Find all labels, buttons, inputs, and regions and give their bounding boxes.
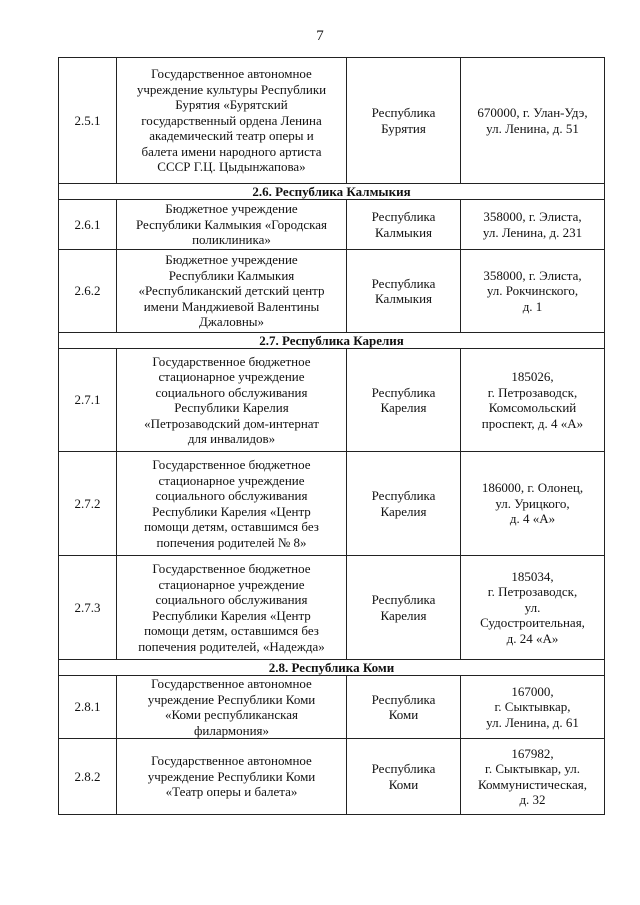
region-name-cell xyxy=(347,676,461,739)
address-cell xyxy=(461,676,605,739)
address-line: ул. Ленина, д. 61 xyxy=(486,714,579,730)
organization-name-line: для инвалидов» xyxy=(187,431,276,446)
address-line: 185034, xyxy=(511,568,554,584)
organization-name-line: стационарное учреждение xyxy=(158,472,305,488)
organization-name-line: социального обслуживания xyxy=(155,384,308,400)
organization-name-line: социального обслуживания xyxy=(155,592,308,607)
address-cell xyxy=(461,452,605,556)
row-number: 2.8.2 xyxy=(59,739,117,815)
address-line: 186000, г. Олонец, xyxy=(481,480,584,496)
table-row xyxy=(59,250,605,333)
organization-name-line: СССР Г.Ц. Цыдынжапова» xyxy=(157,159,306,175)
address-line: ул. Ленина, д. 231 xyxy=(482,224,583,240)
address-cell xyxy=(461,200,605,250)
table-row xyxy=(59,349,605,452)
region-name-line: Республика xyxy=(371,761,436,776)
address-line: ул. xyxy=(524,599,541,615)
organization-name-line: «Коми республиканская xyxy=(164,707,299,722)
region-name-cell xyxy=(347,349,461,452)
organization-name-line: филармония» xyxy=(193,722,270,738)
organization-name-cell xyxy=(117,452,347,556)
organization-name-line: Государственное автономное xyxy=(151,753,312,769)
region-name-line: Калмыкия xyxy=(374,224,433,240)
address-line: д. 1 xyxy=(522,298,543,314)
organization-name-line: Республики Карелия xyxy=(174,400,289,415)
address-line: ул. Рокчинского, xyxy=(486,283,579,299)
address-line: г. Сыктывкар, ул. xyxy=(484,761,581,776)
organization-name-line: «Театр оперы и балета» xyxy=(165,784,298,800)
table-row xyxy=(59,556,605,660)
organizations-table xyxy=(58,57,605,815)
organization-name-line: помощи детям, оставшимся без xyxy=(144,623,319,638)
region-name-cell xyxy=(347,452,461,556)
address-line: 358000, г. Элиста, xyxy=(483,209,582,224)
region-name-line: Республика xyxy=(371,209,436,224)
organization-name-cell xyxy=(117,200,347,250)
row-number: 2.7.3 xyxy=(59,556,117,660)
row-number: 2.7.2 xyxy=(59,452,117,556)
address-line: 358000, г. Элиста, xyxy=(483,267,582,283)
row-number: 2.6.1 xyxy=(59,200,117,250)
organization-name-cell xyxy=(117,349,347,452)
organization-name-line: «Республиканский детский центр xyxy=(138,283,325,299)
address-line: 167000, xyxy=(511,683,554,699)
region-name-cell xyxy=(347,200,461,250)
organization-name-line: стационарное учреждение xyxy=(158,369,305,384)
region-name-line: Республика xyxy=(371,105,436,120)
organization-name-cell xyxy=(117,739,347,815)
organization-name-line: Республики Калмыкия «Городская xyxy=(135,216,328,232)
address-cell xyxy=(461,58,605,184)
organization-name-line: «Петрозаводский дом-интернат xyxy=(144,415,319,431)
organization-name-line: Государственное автономное xyxy=(151,676,312,691)
organization-name-line: Республики Калмыкия xyxy=(168,267,295,283)
region-name-cell xyxy=(347,250,461,333)
address-line: д. 24 «А» xyxy=(506,630,559,646)
address-line: г. Сыктывкар, xyxy=(494,699,571,715)
region-name-cell xyxy=(347,556,461,660)
organization-name-line: Государственное автономное xyxy=(151,66,312,82)
organization-name-line: Республики Карелия «Центр xyxy=(152,503,311,519)
region-name-line: Коми xyxy=(388,707,419,722)
address-line: д. 32 xyxy=(519,792,546,807)
section-title: 2.7. Республика Карелия xyxy=(59,333,605,349)
organization-name-line: Бюджетное учреждение xyxy=(165,252,298,268)
section-header-row xyxy=(59,333,605,349)
region-name-line: Республика xyxy=(371,691,436,707)
region-name-line: Бурятия xyxy=(381,120,426,136)
section-title: 2.8. Республика Коми xyxy=(59,660,605,676)
organization-name-line: балета имени народного артиста xyxy=(141,143,322,159)
address-line: г. Петрозаводск, xyxy=(487,584,578,600)
address-line: Коммунистическая, xyxy=(477,776,588,792)
row-number: 2.8.1 xyxy=(59,676,117,739)
region-name-line: Республика xyxy=(371,384,436,400)
region-name-line: Коми xyxy=(388,776,419,792)
organization-name-line: поликлиника» xyxy=(192,232,271,248)
address-cell xyxy=(461,739,605,815)
organization-name-cell xyxy=(117,58,347,184)
organization-name-line: Джаловны» xyxy=(198,314,265,330)
organization-name-line: Бурятия «Бурятский xyxy=(175,97,288,113)
address-line: 167982, xyxy=(511,745,554,761)
organization-name-cell xyxy=(117,250,347,333)
address-line: Судостроительная, xyxy=(480,615,585,631)
table-row xyxy=(59,452,605,556)
organization-name-line: учреждение культуры Республики xyxy=(136,81,327,97)
organization-name-line: Государственное бюджетное xyxy=(152,457,311,472)
organization-name-cell xyxy=(117,556,347,660)
table-row xyxy=(59,739,605,815)
organization-name-line: Республики Карелия «Центр xyxy=(152,607,311,623)
address-line: ул. Урицкого, xyxy=(495,495,570,511)
address-cell xyxy=(461,349,605,452)
region-name-line: Республика xyxy=(371,488,436,503)
address-line: Комсомольский xyxy=(488,400,577,415)
row-number: 2.5.1 xyxy=(59,58,117,184)
address-line: 185026, xyxy=(511,369,554,384)
region-name-line: Республика xyxy=(371,275,436,291)
address-line: проспект, д. 4 «А» xyxy=(481,415,584,431)
organization-name-line: Государственное бюджетное xyxy=(152,353,311,369)
address-line: г. Петрозаводск, xyxy=(487,384,578,400)
region-name-line: Калмыкия xyxy=(374,291,433,306)
address-cell xyxy=(461,556,605,660)
table-row xyxy=(59,676,605,739)
organization-name-line: имени Манджиевой Валентины xyxy=(143,298,320,314)
organization-name-line: академический театр оперы и xyxy=(149,128,314,144)
row-number: 2.6.2 xyxy=(59,250,117,333)
organization-name-line: государственный ордена Ленина xyxy=(141,112,322,128)
organization-name-line: попечения родителей № 8» xyxy=(156,534,307,550)
region-name-line: Карелия xyxy=(380,607,427,623)
organization-name-line: Бюджетное учреждение xyxy=(165,201,298,217)
address-line: ул. Ленина, д. 51 xyxy=(486,120,579,136)
region-name-line: Республика xyxy=(371,592,436,607)
region-name-cell xyxy=(347,739,461,815)
table-row xyxy=(59,200,605,250)
table-body xyxy=(59,58,605,815)
organization-name-cell xyxy=(117,676,347,739)
section-header-row xyxy=(59,660,605,676)
address-line: д. 4 «А» xyxy=(509,511,556,527)
page-number: 7 xyxy=(316,28,324,44)
organization-name-line: попечения родителей, «Надежда» xyxy=(138,638,325,654)
row-number: 2.7.1 xyxy=(59,349,117,452)
organization-name-line: учреждение Республики Коми xyxy=(147,768,316,784)
organization-name-line: социального обслуживания xyxy=(155,488,308,503)
section-header-row xyxy=(59,184,605,200)
organization-name-line: стационарное учреждение xyxy=(158,576,305,592)
organization-name-line: учреждение Республики Коми xyxy=(147,691,316,707)
address-line: 670000, г. Улан-Удэ, xyxy=(477,105,588,120)
address-cell xyxy=(461,250,605,333)
section-title: 2.6. Республика Калмыкия xyxy=(59,184,605,200)
region-name-cell xyxy=(347,58,461,184)
region-name-line: Карелия xyxy=(380,400,427,415)
table-row xyxy=(59,58,605,184)
organization-name-line: помощи детям, оставшимся без xyxy=(144,519,319,534)
organization-name-line: Государственное бюджетное xyxy=(152,561,311,576)
region-name-line: Карелия xyxy=(380,503,427,519)
